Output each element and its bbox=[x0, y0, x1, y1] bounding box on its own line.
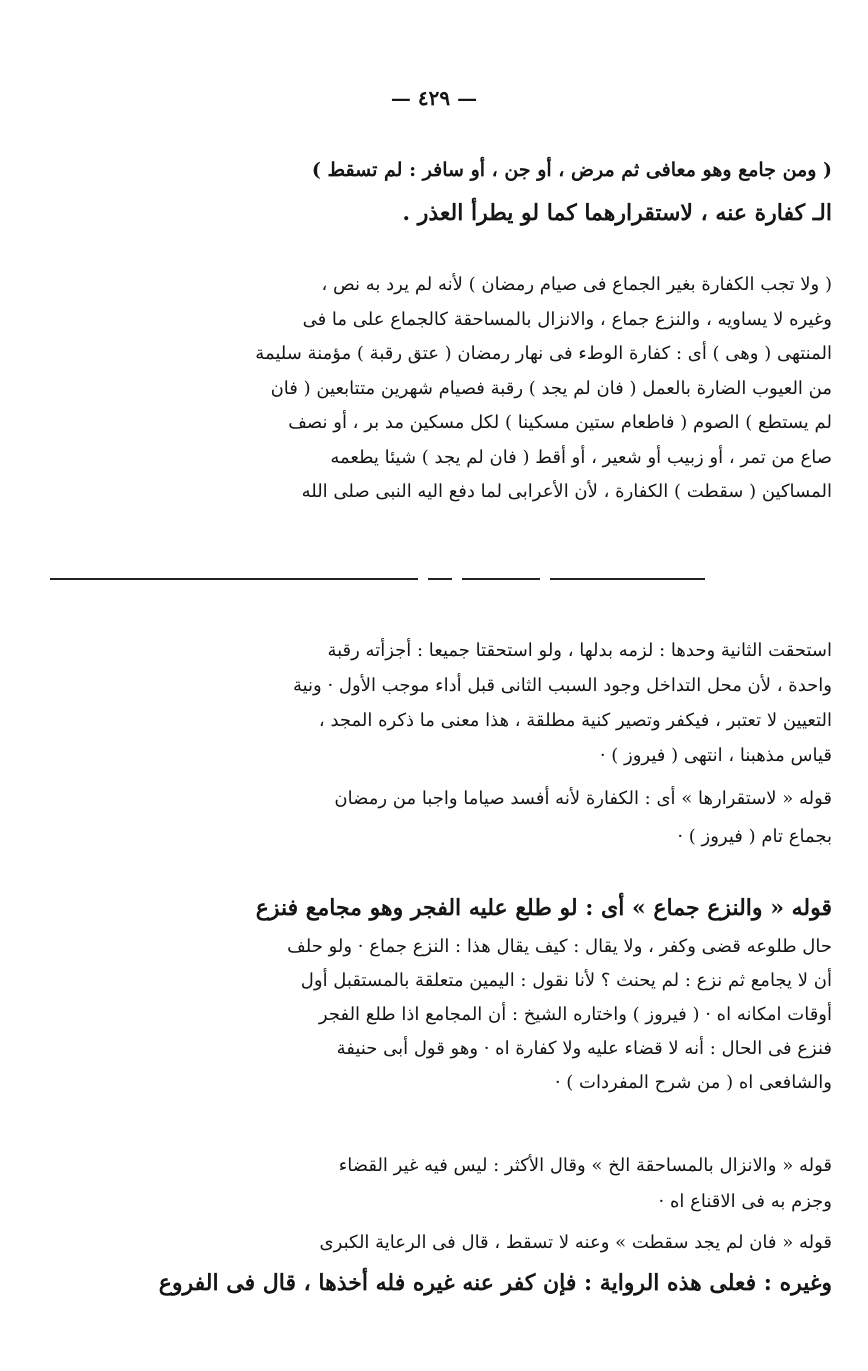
commentary-line: وغيره لا يساويه ، والنزع جماع ، والانزال بالمساحقة كالجماع على ما فى bbox=[302, 308, 832, 330]
footnote-line: التعيين لا تعتبر ، فيكفر وتصير كنية مطلقة ، هذا معنى ما ذكره المجد ، bbox=[318, 710, 832, 731]
footnote-paragraph bbox=[32, 930, 832, 1100]
footnote-paragraph bbox=[32, 780, 832, 856]
footnote-line: قياس مذهبنا ، انتهى ( فيروز ) · bbox=[599, 745, 832, 766]
footnote-line: وجزم به فى الاقناع اه · bbox=[658, 1191, 832, 1212]
footnote-heading bbox=[32, 888, 832, 928]
footnote-line: فنزع فى الحال : أنه لا قضاء عليه ولا كفارة اه · وهو قول أبى حنيفة bbox=[336, 1038, 832, 1059]
commentary-line: صاع من تمر ، أو زبيب أو شعير ، أو أقط ( فان لم يجد ) شيئا يطعمه bbox=[330, 446, 832, 468]
page-number: — ٤٢٩ — bbox=[390, 86, 478, 110]
commentary-line: لم يستطع ) الصوم ( فاطعام ستين مسكينا ) لكل مسكين مد بر ، أو نصف bbox=[288, 412, 832, 433]
footnote-heading-line: قوله « والنزع جماع » أى : لو طلع عليه الفجر وهو مجامع فنزع bbox=[255, 895, 832, 921]
footnote-line: استحقت الثانية وحدها : لزمه بدلها ، ولو استحقتا جميعا : أجزأته رقبة bbox=[327, 640, 832, 661]
main-text bbox=[32, 150, 832, 236]
footnote-paragraph bbox=[32, 633, 832, 773]
footnote-line: قوله « والانزال بالمساحقة الخ » وقال الأكثر : ليس فيه غير القضاء bbox=[338, 1155, 832, 1176]
footnote-line: أوقات امكانه اه · ( فيروز ) واختاره الشيخ : أن المجامع اذا طلع الفجر bbox=[318, 1004, 832, 1025]
footnote-line: والشافعى اه ( من شرح المفردات ) · bbox=[554, 1072, 832, 1093]
footnote-line: أن لا يجامع ثم نزع : لم يحنث ؟ لأنا نقول : اليمين متعلقة بالمستقبل أول bbox=[300, 970, 832, 991]
commentary-line: المساكين ( سقطت ) الكفارة ، لأن الأعرابى لما دفع اليه النبى صلى الله bbox=[301, 481, 832, 502]
commentary-paragraph bbox=[32, 268, 832, 510]
main-text-line: الـ كفارة عنه ، لاستقرارهما كما لو يطرأ العذر . bbox=[402, 200, 832, 226]
commentary-line: من العيوب الضارة بالعمل ( فان لم يجد ) رقبة فصيام شهرين متتابعين ( فان bbox=[270, 377, 832, 399]
main-text-line: ( ومن جامع وهو معافى ثم مرض ، أو جن ، أو سافر : لم تسقط ) bbox=[311, 159, 832, 181]
divider-gap bbox=[540, 574, 550, 582]
footnote-line: قوله « لاستقرارها » أى : الكفارة لأنه أفسد صياما واجبا من رمضان bbox=[334, 788, 832, 809]
commentary-line: المنتهى ( وهى ) أى : كفارة الوطء فى نهار رمضان ( عتق رقبة ) مؤمنة سليمة bbox=[255, 343, 832, 364]
footnote-line: واحدة ، لأن محل التداخل وجود السبب الثانى قبل أداء موجب الأول · ونية bbox=[292, 675, 832, 696]
commentary-line: ( ولا تجب الكفارة بغير الجماع فى صيام رمضان ) لأنه لم يرد به نص ، bbox=[321, 274, 832, 295]
footnote-line: حال طلوعه قضى وكفر ، ولا يقال : كيف يقال هذا : النزع جماع · ولو حلف bbox=[287, 936, 832, 957]
footnote-line: بجماع تام ( فيروز ) · bbox=[677, 826, 832, 847]
footnote-divider bbox=[50, 578, 705, 580]
divider-gap bbox=[418, 574, 428, 582]
footnote-line: وغيره : فعلى هذه الرواية : فإن كفر عنه غيره فله أخذها ، قال فى الفروع bbox=[158, 1270, 832, 1296]
footnote-paragraph bbox=[32, 1148, 832, 1220]
footnote-paragraph bbox=[32, 1225, 832, 1305]
divider-gap bbox=[452, 574, 462, 582]
footnote-line: قوله « فان لم يجد سقطت » وعنه لا تسقط ، قال فى الرعاية الكبرى bbox=[319, 1232, 832, 1253]
